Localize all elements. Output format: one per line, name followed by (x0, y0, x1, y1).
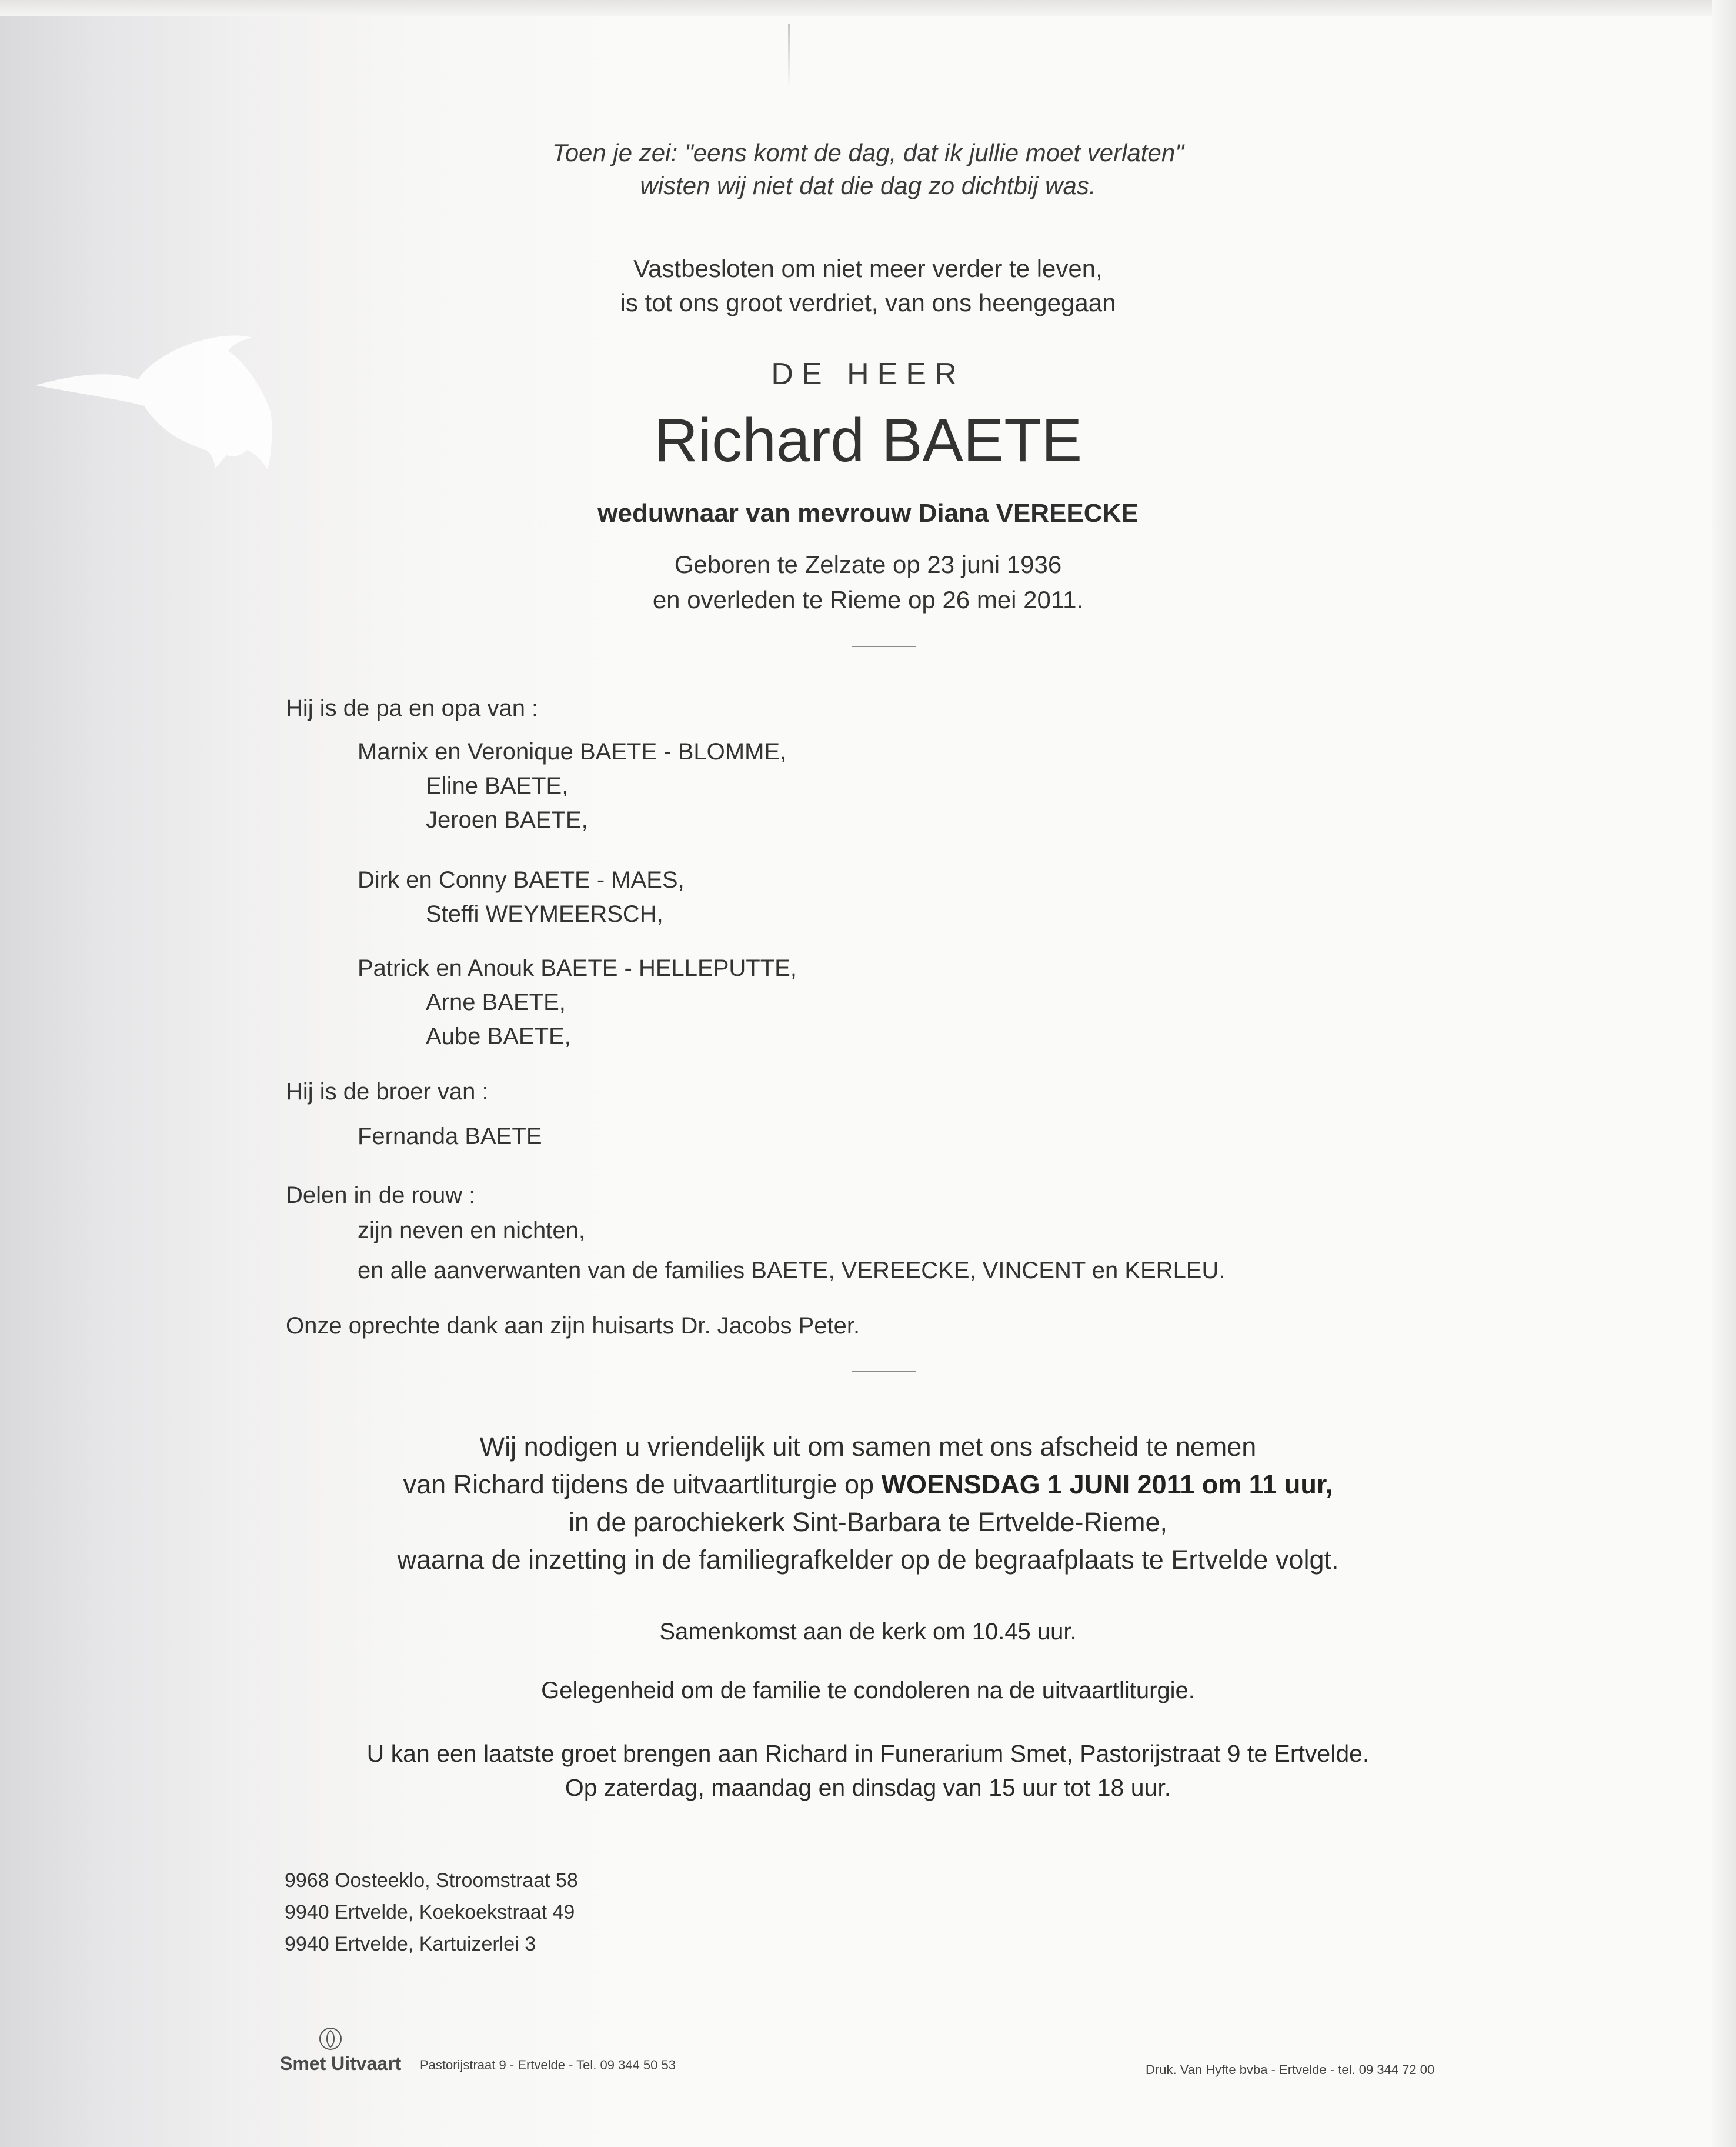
invitation-line-2-text: van Richard tijdens de uitvaartliturgie op (403, 1469, 882, 1499)
birth-line: Geboren te Zelzate op 23 juni 1936 (674, 551, 1062, 578)
invitation (0, 1428, 1736, 1579)
verse-line-1: Toen je zei: "eens komt de dag, dat ik jullie moet verlaten" (552, 139, 1184, 166)
deceased-name: Richard BAETE (653, 406, 1083, 475)
company-name: Smet Uitvaart (280, 2053, 402, 2074)
intro (0, 252, 1736, 320)
brother-heading: Hij is de broer van : (286, 1079, 489, 1105)
verse-line-2: wisten wij niet dat die dag zo dichtbij was. (640, 172, 1096, 199)
address-line: 9940 Ertvelde, Kartuizerlei 3 (285, 1933, 536, 1955)
company-details: Pastorijstraat 9 - Ertvelde - Tel. 09 344 50 53 (420, 2058, 676, 2072)
widower-line: weduwnaar van mevrouw Diana VEREECKE (597, 499, 1139, 528)
family-member: Aube BAETE, (426, 1024, 571, 1049)
family-member: Jeroen BAETE, (426, 807, 588, 833)
gathering-note: Samenkomst aan de kerk om 10.45 uur. (659, 1619, 1077, 1645)
paper-crease (788, 24, 790, 88)
paper-edge-top (0, 0, 1736, 16)
sibling: Fernanda BAETE (358, 1123, 542, 1149)
condolence-note: Gelegenheid om de familie te condoleren na de uitvaartliturgie. (541, 1678, 1195, 1703)
separator (852, 646, 916, 647)
funeral-date: WOENSDAG 1 JUNI 2011 om 11 uur, (881, 1469, 1333, 1499)
address-line: 9940 Ertvelde, Koekoekstraat 49 (285, 1901, 575, 1923)
family-member: Arne BAETE, (426, 989, 566, 1015)
visitation-line-2: Op zaterdag, maandag en dinsdag van 15 uur tot 18 uur. (565, 1774, 1171, 1801)
invitation-line-2 (0, 1466, 1736, 1503)
family-group-2: Dirk en Conny BAETE - MAES, (358, 867, 685, 893)
printer-details: Druk. Van Hyfte bvba - Ertvelde - tel. 09 344 72 00 (1146, 2062, 1435, 2077)
verse (0, 136, 1736, 202)
separator (852, 1371, 916, 1372)
invitation-line-1: Wij nodigen u vriendelijk uit om samen met ons afscheid te nemen (479, 1432, 1257, 1462)
invitation-line-4: waarna de inzetting in de familiegrafkelder op de begraafplaats te Ertvelde volgt. (397, 1545, 1339, 1575)
mourn-heading: Delen in de rouw : (286, 1182, 476, 1208)
death-line: en overleden te Rieme op 26 mei 2011. (652, 586, 1084, 614)
visitation (0, 1736, 1736, 1805)
father-heading: Hij is de pa en opa van : (286, 695, 539, 721)
family-group-3: Patrick en Anouk BAETE - HELLEPUTTE, (358, 955, 797, 981)
paper-edge-right (1712, 0, 1736, 2147)
family-member: Steffi WEYMEERSCH, (426, 901, 663, 927)
intro-line-2: is tot ons groot verdriet, van ons heengegaan (620, 289, 1116, 316)
mourner-line: en alle aanverwanten van de families BAETE, VEREECKE, VINCENT en KERLEU. (358, 1258, 1226, 1283)
address-line: 9968 Oosteeklo, Stroomstraat 58 (285, 1869, 578, 1892)
smet-logo-icon (318, 2026, 343, 2052)
intro-line-1: Vastbesloten om niet meer verder te leven, (633, 255, 1103, 282)
family-member: Eline BAETE, (426, 773, 569, 799)
honorific: DE HEER (771, 357, 965, 391)
visitation-line-1: U kan een laatste groet brengen aan Richard in Funerarium Smet, Pastorijstraat 9 te Ertvelde. (366, 1740, 1370, 1767)
life-dates (0, 547, 1736, 618)
invitation-line-3: in de parochiekerk Sint-Barbara te Ertvelde-Rieme, (569, 1507, 1167, 1537)
mourner-line: zijn neven en nichten, (358, 1218, 585, 1243)
thanks-line: Onze oprechte dank aan zijn huisarts Dr. Jacobs Peter. (286, 1313, 860, 1339)
family-group-1: Marnix en Veronique BAETE - BLOMME, (358, 739, 787, 765)
